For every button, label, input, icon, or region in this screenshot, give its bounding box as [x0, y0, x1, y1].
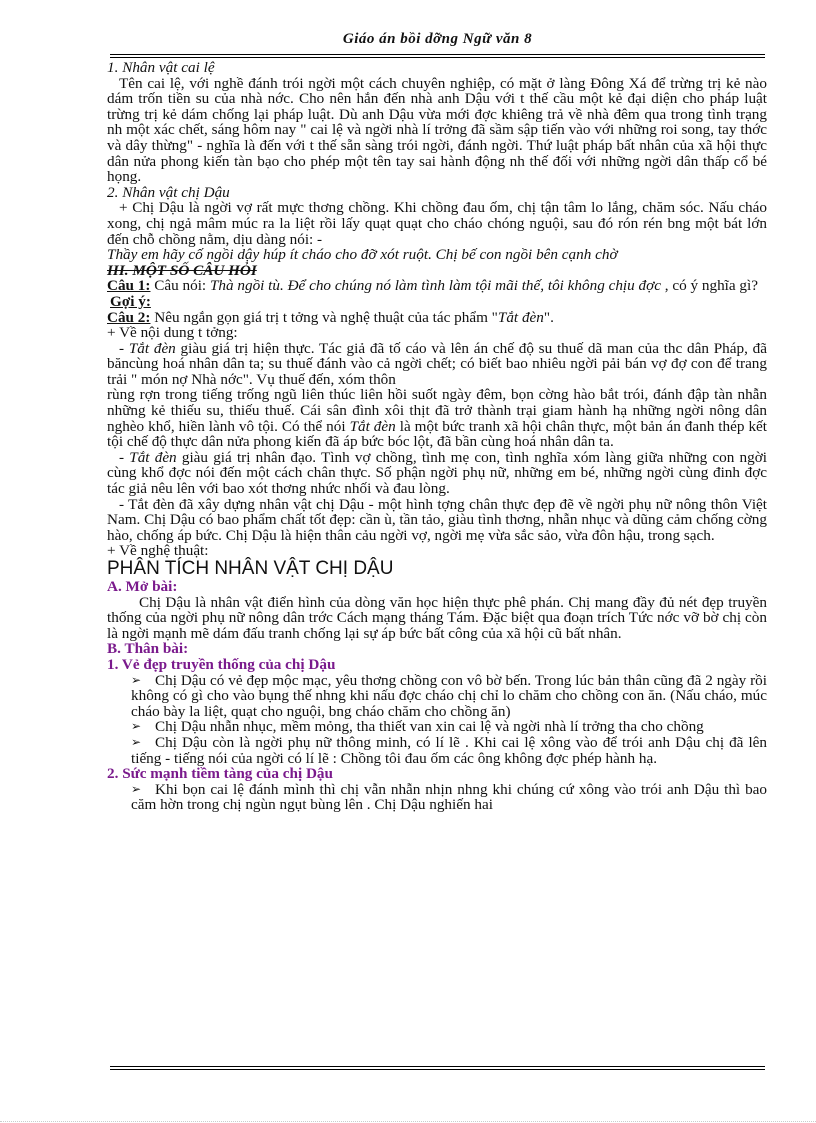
b1-point-1: ➢ Chị Dậu có vẻ đẹp mộc mạc, yêu thơng chồng con vô bờ bến. Trong lúc bản thân cũng đã 2 ngày rồi không có gì cho vào bụng thế nhng khi nấu đợc cháo chị chỉ lo chăm cho chồng con ăn. (Nấu cháo, múc cháo bày la liệt, quạt cho nguội, bng cháo chăm cho chồng ăn): [131, 671, 767, 720]
document-body: [107, 60, 767, 813]
b2-heading: 2. Sức mạnh tiềm tàng của chị Dậu: [107, 765, 333, 783]
paragraph-chi-dau: [107, 200, 767, 262]
question-1-text-b: , có ý nghĩa gì?: [660, 277, 758, 295]
section-title-cai-le: 1. Nhân vật cai lệ: [107, 59, 215, 76]
idea-paragraph-1: - Tắt đèn giàu giá trị hiện thực. Tác giả đã tố cáo và lên án chế độ su thuế dã man của thc dân Pháp, đã băncùng hoá nhân dân ta; su thuế đánh vào cả ngời chết; có biết bao nhiêu ngời pải bán vợ đợ con để trang trải " món nợ Nhà nớc". Vụ thuế đến, xóm thôn: [107, 339, 767, 388]
b1-point-3: ➢ Chị Dậu còn là ngời phụ nữ thông minh, có lí lẽ . Khi cai lệ xông vào để trói anh Dậu chị đã lên tiếng - tiếng nói của ngời có lí lẽ : Chồng tôi đau ốm các ông không đợc phép hành hạ.: [131, 733, 767, 767]
question-2-label: Câu 2:: [107, 308, 151, 326]
question-1: [107, 278, 767, 294]
arrow-bullet-icon: ➢: [131, 719, 142, 734]
question-2-work: Tắt đèn: [497, 308, 544, 326]
b1-point-2: ➢ Chị Dậu nhẫn nhục, mềm mỏng, tha thiết van xin cai lệ và ngời nhà lí trởng tha cho chồng: [131, 718, 704, 736]
page-bottom-dotted-line: [0, 1121, 816, 1122]
chi-dau-quote: Thầy em hãy cố ngồi dậy húp ít cháo cho đỡ xót ruột. Chị bế con ngồi bên cạnh chờ: [107, 246, 618, 264]
idea-paragraph-3: - Tắt đèn đã xây dựng nhân vật chị Dậu - một hình tợng chân thực đẹp đẽ về ngời phụ nữ nông thôn Việt Nam. Chị Dậu có bao phẩm chất tốt đẹp: cần ù, tần tảo, giàu tình thơng, nhẫn nhục và dũng cảm chống cờng hào, chống áp bức. Chị Dậu là hiện thân cảu ngời vợ, ngời mẹ vừa sắc sảo, vừa đôn hậu, trong sạch.: [107, 495, 767, 544]
b1-heading: 1. Vẻ đẹp truyền thống của chị Dậu: [107, 655, 336, 673]
question-2: [107, 310, 767, 326]
header-rule-top: [110, 54, 765, 55]
chi-dau-text: + Chị Dậu là ngời vợ rất mực thơng chồng. Khi chồng đau ốm, chị tận tâm lo lắng, chăm sóc. Nấu cháo xong, chị ngả mâm múc ra la liệt rồi lấy quạt quạt cho cháo chóng nguội, sau đó rón rén bng một bát lớn đến chỗ chồng nằm, dịu dàng nói: -: [107, 199, 767, 248]
question-2-text: Nêu ngắn gọn giá trị t tởng và nghệ thuật của tác phẩm ": [150, 308, 498, 326]
section-a-text: Chị Dậu là nhân vật điển hình của dòng văn học hiện thực phê phán. Chị mang đầy đủ nét đẹp truyền thống của ngời phụ nữ nông dân trớc Cách mạng tháng Tám. Đặc biệt qua đoạn trích Tức nớc vỡ bờ chị còn là ngời mạnh mẽ dám đấu tranh chống lại sự áp bức bất công của xã hội cũ bất nhân.: [107, 593, 767, 642]
b2-point-1: ➢ Khi bọn cai lệ đánh mình thì chị vẫn nhẫn nhịn nhng khi chúng cứ xông vào trói anh Dậu thì bao căm hờn trong chị ngùn ngụt bùng lên . Chị Dậu nghiến hai: [131, 780, 767, 814]
hint-label: Gợi ý:: [110, 292, 151, 310]
arrow-bullet-icon: ➢: [131, 734, 142, 749]
header-rule-bottom: [110, 57, 765, 58]
section-title-chi-dau: 2. Nhân vật chị Dậu: [107, 183, 230, 201]
question-2-end: ".: [543, 308, 554, 326]
idea-paragraph-2: - Tắt đèn giàu giá trị nhân đạo. Tình vợ chồng, tình mẹ con, tình nghĩa xóm làng giữa những con ngời cùng khổ đợc nói đến một cách chân thực. Số phận ngời phụ nữ, những em bé, những ngời cùng đinh đợc tác giả nêu lên với bao xót thơng nhức nhối và đau lòng.: [107, 448, 767, 498]
footer-rule-top: [110, 1066, 765, 1067]
idea-heading: + Về nội dung t tởng:: [107, 324, 238, 342]
art-heading: + Về nghệ thuật:: [107, 542, 209, 560]
question-1-label: Câu 1:: [107, 277, 151, 295]
arrow-bullet-icon: ➢: [131, 781, 142, 796]
section-a-heading: A. Mở bài:: [107, 578, 178, 595]
essay-title: PHÂN TÍCH NHÂN VẬT CHỊ DẬU: [107, 558, 394, 579]
question-1-quote: Thà ngồi tù. Để cho chúng nó làm tình làm tội mãi thế, tôi không chịu đợc: [209, 277, 661, 295]
footer-rule-bottom: [110, 1069, 765, 1070]
question-1-text-a: Câu nói:: [150, 277, 210, 295]
idea-paragraph-1-cont: rùng rợn trong tiếng trống ngũ liên thúc liên hồi suốt ngày đêm, bọn cờng hào bắt trói, đánh đập tàn nhẫn những kẻ thiếu su, thiếu thuế. Cái sân đình xôi thịt đã trở thành trại giam hành hạ những ngời nông dân nghèo khổ, hiền lành vô tội. Có thể nói Tắt đèn là một bức tranh xã hội chân thực, một bản án đanh thép kết tội chế độ thực dân nửa phong kiến đã áp bức bóc lột, đã bần cùng hoá nhân dân ta.: [107, 386, 767, 451]
paragraph-cai-le: Tên cai lệ, với nghề đánh trói ngời một cách chuyên nghiệp, có mặt ở làng Đông Xá để trừng trị kẻ nào dám trốn tiền su của nhà nớc. Cho nên hắn đến nhà anh Dậu với t thế cầu một kẻ đại diện cho pháp luật trừng trị kẻ dám chống lại pháp luật. Dù anh Dậu vừa mới đợc khiêng trả về nhà đêm qua trong tình trạng nh một xác chết, sáng hôm nay " cai lệ và ngời nhà lí trởng đã sầm sập tiến vào với những roi song, tay thớc và dây thừng" - nghĩa là đến với t thế sẵn sàng trói ngời, đánh ngời. Thứ luật pháp bất nhân của xã hội thực dân nửa phong kiến tàn bạo cho phép một tên tay sai hành động nh thế đối với những ngời dân thấp cổ bé họng.: [107, 74, 767, 186]
arrow-bullet-icon: ➢: [131, 672, 142, 687]
section-title-questions: III. MỘT SỐ CÂU HỎI: [107, 261, 257, 279]
page-header: Giáo án bồi dỡng Ngữ văn 8: [342, 31, 533, 47]
section-b-heading: B. Thân bài:: [107, 640, 189, 658]
